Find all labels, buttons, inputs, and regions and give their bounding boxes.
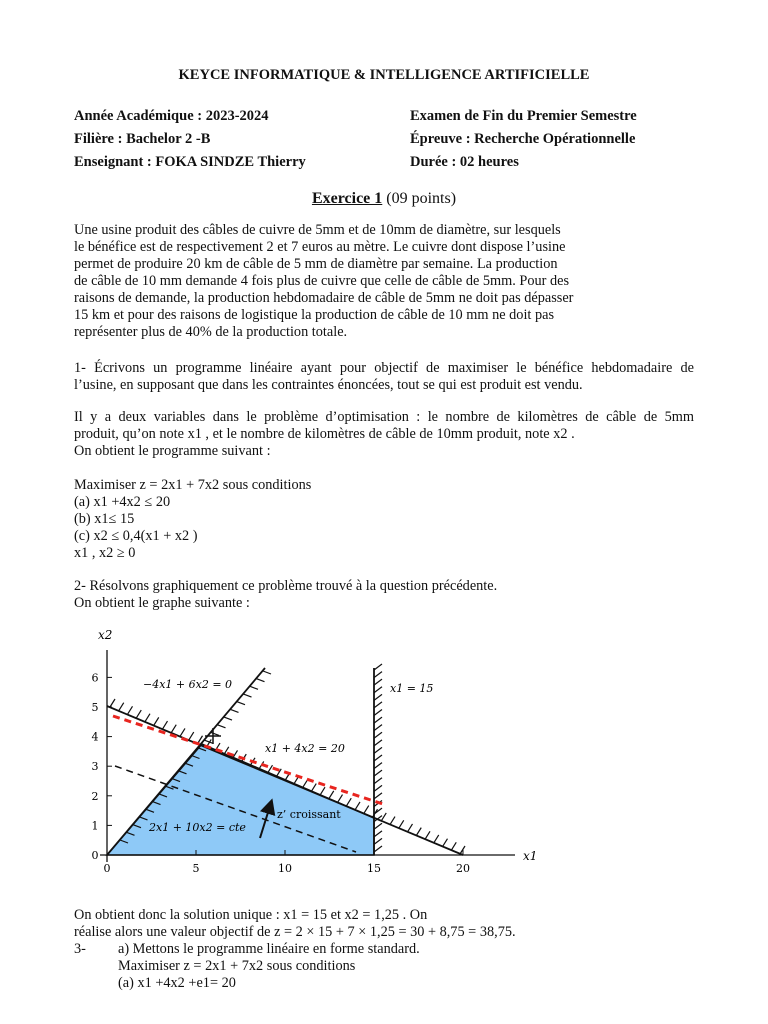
lp-graph bbox=[70, 620, 560, 890]
q1-line: l’usine, en supposant que dans les contraintes énoncées, tout se qui est produit est vendu. bbox=[74, 377, 583, 393]
exam-title: Examen de Fin du Premier Semestre bbox=[410, 108, 637, 124]
hatch-mark bbox=[189, 732, 194, 740]
hatch-mark bbox=[390, 817, 395, 825]
label-constraint-b: x1 = 15 bbox=[390, 682, 434, 695]
x-tick-label: 10 bbox=[278, 862, 292, 875]
x-tick-label: 15 bbox=[367, 862, 381, 875]
hatch-mark bbox=[374, 672, 382, 678]
hatch-mark bbox=[136, 710, 141, 718]
hatch-mark bbox=[355, 802, 360, 810]
teacher-name: Enseignant : FOKA SINDZE Thierry bbox=[74, 154, 306, 170]
hatch-mark bbox=[374, 740, 382, 746]
program-line: x1 , x2 ≥ 0 bbox=[74, 545, 136, 561]
hatch-mark bbox=[451, 842, 456, 850]
problem-statement bbox=[74, 222, 614, 341]
x-tick-label: 20 bbox=[456, 862, 470, 875]
label-constraint-a: x1 + 4x2 = 20 bbox=[265, 742, 345, 755]
academic-year: Année Académique : 2023-2024 bbox=[74, 108, 269, 124]
hatch-mark bbox=[145, 714, 150, 722]
hatch-mark bbox=[268, 765, 273, 773]
hatch-mark bbox=[224, 717, 232, 720]
y-tick-label: 4 bbox=[91, 730, 99, 744]
y-axis-label: x2 bbox=[98, 628, 113, 642]
y-tick-label: 2 bbox=[91, 789, 99, 803]
hatch-mark bbox=[311, 784, 316, 792]
hatch-b bbox=[374, 664, 382, 852]
hatch-mark bbox=[381, 813, 386, 821]
hatch-mark bbox=[374, 823, 382, 829]
hatch-mark bbox=[180, 728, 185, 736]
hatch-mark bbox=[119, 703, 124, 711]
q1-line: 1- Écrivons un programme linéaire ayant pour objectif de maximiser le bénéfice hebdomadaire de bbox=[74, 360, 694, 376]
hatch-mark bbox=[408, 824, 413, 832]
hatch-mark bbox=[374, 778, 382, 784]
hatch-mark bbox=[171, 725, 176, 733]
q3-number: 3- bbox=[74, 941, 86, 957]
exam-duration: Durée : 02 heures bbox=[410, 154, 519, 170]
program-line: (c) x2 ≤ 0,4(x1 + x2 ) bbox=[74, 528, 198, 544]
hatch-mark bbox=[374, 793, 382, 799]
hatch-mark bbox=[346, 798, 351, 806]
exercise-points: (09 points) bbox=[386, 190, 457, 207]
y-tick-label: 5 bbox=[91, 701, 99, 714]
hatch-mark bbox=[231, 709, 239, 712]
program-line: Maximiser z = 2x1 + 7x2 sous conditions bbox=[74, 477, 312, 493]
hatch-mark bbox=[374, 808, 382, 814]
exercise-heading bbox=[0, 190, 768, 208]
statement-line: de câble de 10 mm demande 4 fois plus de cuivre que celle de câble de 5mm. Pour des bbox=[74, 273, 570, 289]
hatch-mark bbox=[374, 679, 382, 685]
variables-text bbox=[74, 409, 694, 460]
label-direction: z’ croissant bbox=[277, 808, 341, 821]
hatch-mark bbox=[250, 686, 258, 689]
solution-line: On obtient donc la solution unique : x1 = 15 et x2 = 1,25 . On bbox=[74, 907, 428, 923]
hatch-mark bbox=[237, 702, 245, 705]
label-objective: 2x1 + 10x2 = cte bbox=[149, 821, 246, 834]
program-line: (b) x1≤ 15 bbox=[74, 511, 135, 527]
hatch-mark bbox=[374, 770, 382, 776]
x-tick-label: 5 bbox=[192, 862, 200, 875]
hatch-mark bbox=[374, 846, 382, 852]
label-constraint-c: −4x1 + 6x2 = 0 bbox=[143, 678, 233, 691]
hatch-mark bbox=[110, 699, 115, 707]
hatch-mark bbox=[399, 820, 404, 828]
hatch-mark bbox=[303, 780, 308, 788]
program-line: (a) x1 +4x2 ≤ 20 bbox=[74, 494, 171, 510]
hatch-mark bbox=[374, 725, 382, 731]
y-ticks bbox=[92, 671, 113, 862]
y-tick-label: 0 bbox=[91, 849, 99, 862]
hatch-mark bbox=[374, 710, 382, 716]
hatch-mark bbox=[364, 806, 369, 814]
exercise-title: Exercice 1 bbox=[311, 190, 383, 207]
hatch-mark bbox=[374, 838, 382, 844]
hatch-mark bbox=[374, 664, 382, 670]
solution-text bbox=[74, 907, 516, 941]
hatch-mark bbox=[374, 694, 382, 700]
q2-line: 2- Résolvons graphiquement ce problème trouvé à la question précédente. bbox=[74, 578, 498, 594]
statement-line: Une usine produit des câbles de cuivre de 5mm et de 10mm de diamètre, sur lesquels bbox=[74, 222, 561, 238]
hatch-mark bbox=[434, 835, 439, 843]
hatch-mark bbox=[154, 717, 159, 725]
feasible-region bbox=[107, 744, 374, 855]
x-tick-label: 0 bbox=[103, 862, 111, 875]
hatch-mark bbox=[443, 839, 448, 847]
q3-line-b: Maximiser z = 2x1 + 7x2 sous conditions bbox=[118, 958, 356, 974]
hatch-mark bbox=[329, 791, 334, 799]
hatch-mark bbox=[374, 831, 382, 837]
vars-line: produit, qu’on note x1 , et le nombre de kilomètres de câble de 10mm produit, note x2 . bbox=[74, 426, 575, 442]
hatch-mark bbox=[218, 725, 226, 728]
y-tick-label: 6 bbox=[91, 671, 99, 685]
q3-line-a: a) Mettons le programme linéaire en forme standard. bbox=[118, 941, 420, 957]
hatch-mark bbox=[320, 787, 325, 795]
school-name: KEYCE INFORMATIQUE & INTELLIGENCE ARTIFICIELLE bbox=[178, 67, 590, 83]
y-tick-label: 1 bbox=[91, 819, 99, 833]
hatch-mark bbox=[338, 795, 343, 803]
hatch-mark bbox=[128, 706, 133, 714]
question-1 bbox=[74, 360, 694, 394]
hatch-mark bbox=[263, 671, 271, 674]
q2-line: On obtient le graphe suivante : bbox=[74, 595, 250, 611]
hatch-mark bbox=[211, 732, 219, 735]
hatch-mark bbox=[374, 687, 382, 693]
linear-program bbox=[74, 477, 311, 562]
statement-line: 15 km et pour des raisons de logistique la production de câble de 10 mm ne doit pas bbox=[74, 307, 555, 323]
hatch-mark bbox=[374, 785, 382, 791]
solution-line: réalise alors une valeur objectif de z = 2 × 15 + 7 × 1,25 = 30 + 8,75 = 38,75. bbox=[74, 924, 516, 940]
statement-line: le bénéfice est de respectivement 2 et 7 euros au mètre. Le cuivre dont dispose l’usine bbox=[74, 239, 566, 255]
hatch-mark bbox=[374, 747, 382, 753]
hatch-mark bbox=[244, 694, 252, 697]
y-tick-label: 3 bbox=[91, 760, 99, 774]
program-name: Filière : Bachelor 2 -B bbox=[74, 131, 211, 147]
hatch-mark bbox=[374, 755, 382, 761]
hatch-mark bbox=[374, 702, 382, 708]
vars-line: Il y a deux variables dans le problème d’optimisation : le nombre de kilomètres de câble de 5mm bbox=[74, 409, 694, 425]
vars-line: On obtient le programme suivant : bbox=[74, 443, 271, 459]
hatch-mark bbox=[425, 831, 430, 839]
x-axis-label: x1 bbox=[523, 849, 538, 863]
statement-line: représenter plus de 40% de la production totale. bbox=[74, 324, 348, 340]
statement-line: permet de produire 20 km de câble de 5 mm de diamètre par semaine. La production bbox=[74, 256, 558, 272]
hatch-mark bbox=[374, 717, 382, 723]
statement-line: raisons de demande, la production hebdomadaire de câble de 5mm ne doit pas dépasser bbox=[74, 290, 574, 306]
hatch-mark bbox=[374, 763, 382, 769]
hatch-mark bbox=[416, 828, 421, 836]
hatch-mark bbox=[257, 679, 265, 682]
hatch-mark bbox=[374, 732, 382, 738]
question-2 bbox=[74, 578, 497, 612]
exam-subject: Épreuve : Recherche Opérationnelle bbox=[410, 131, 636, 147]
hatch-mark bbox=[205, 740, 213, 743]
hatch-mark bbox=[163, 721, 168, 729]
q3-line-c: (a) x1 +4x2 +e1= 20 bbox=[118, 975, 236, 991]
